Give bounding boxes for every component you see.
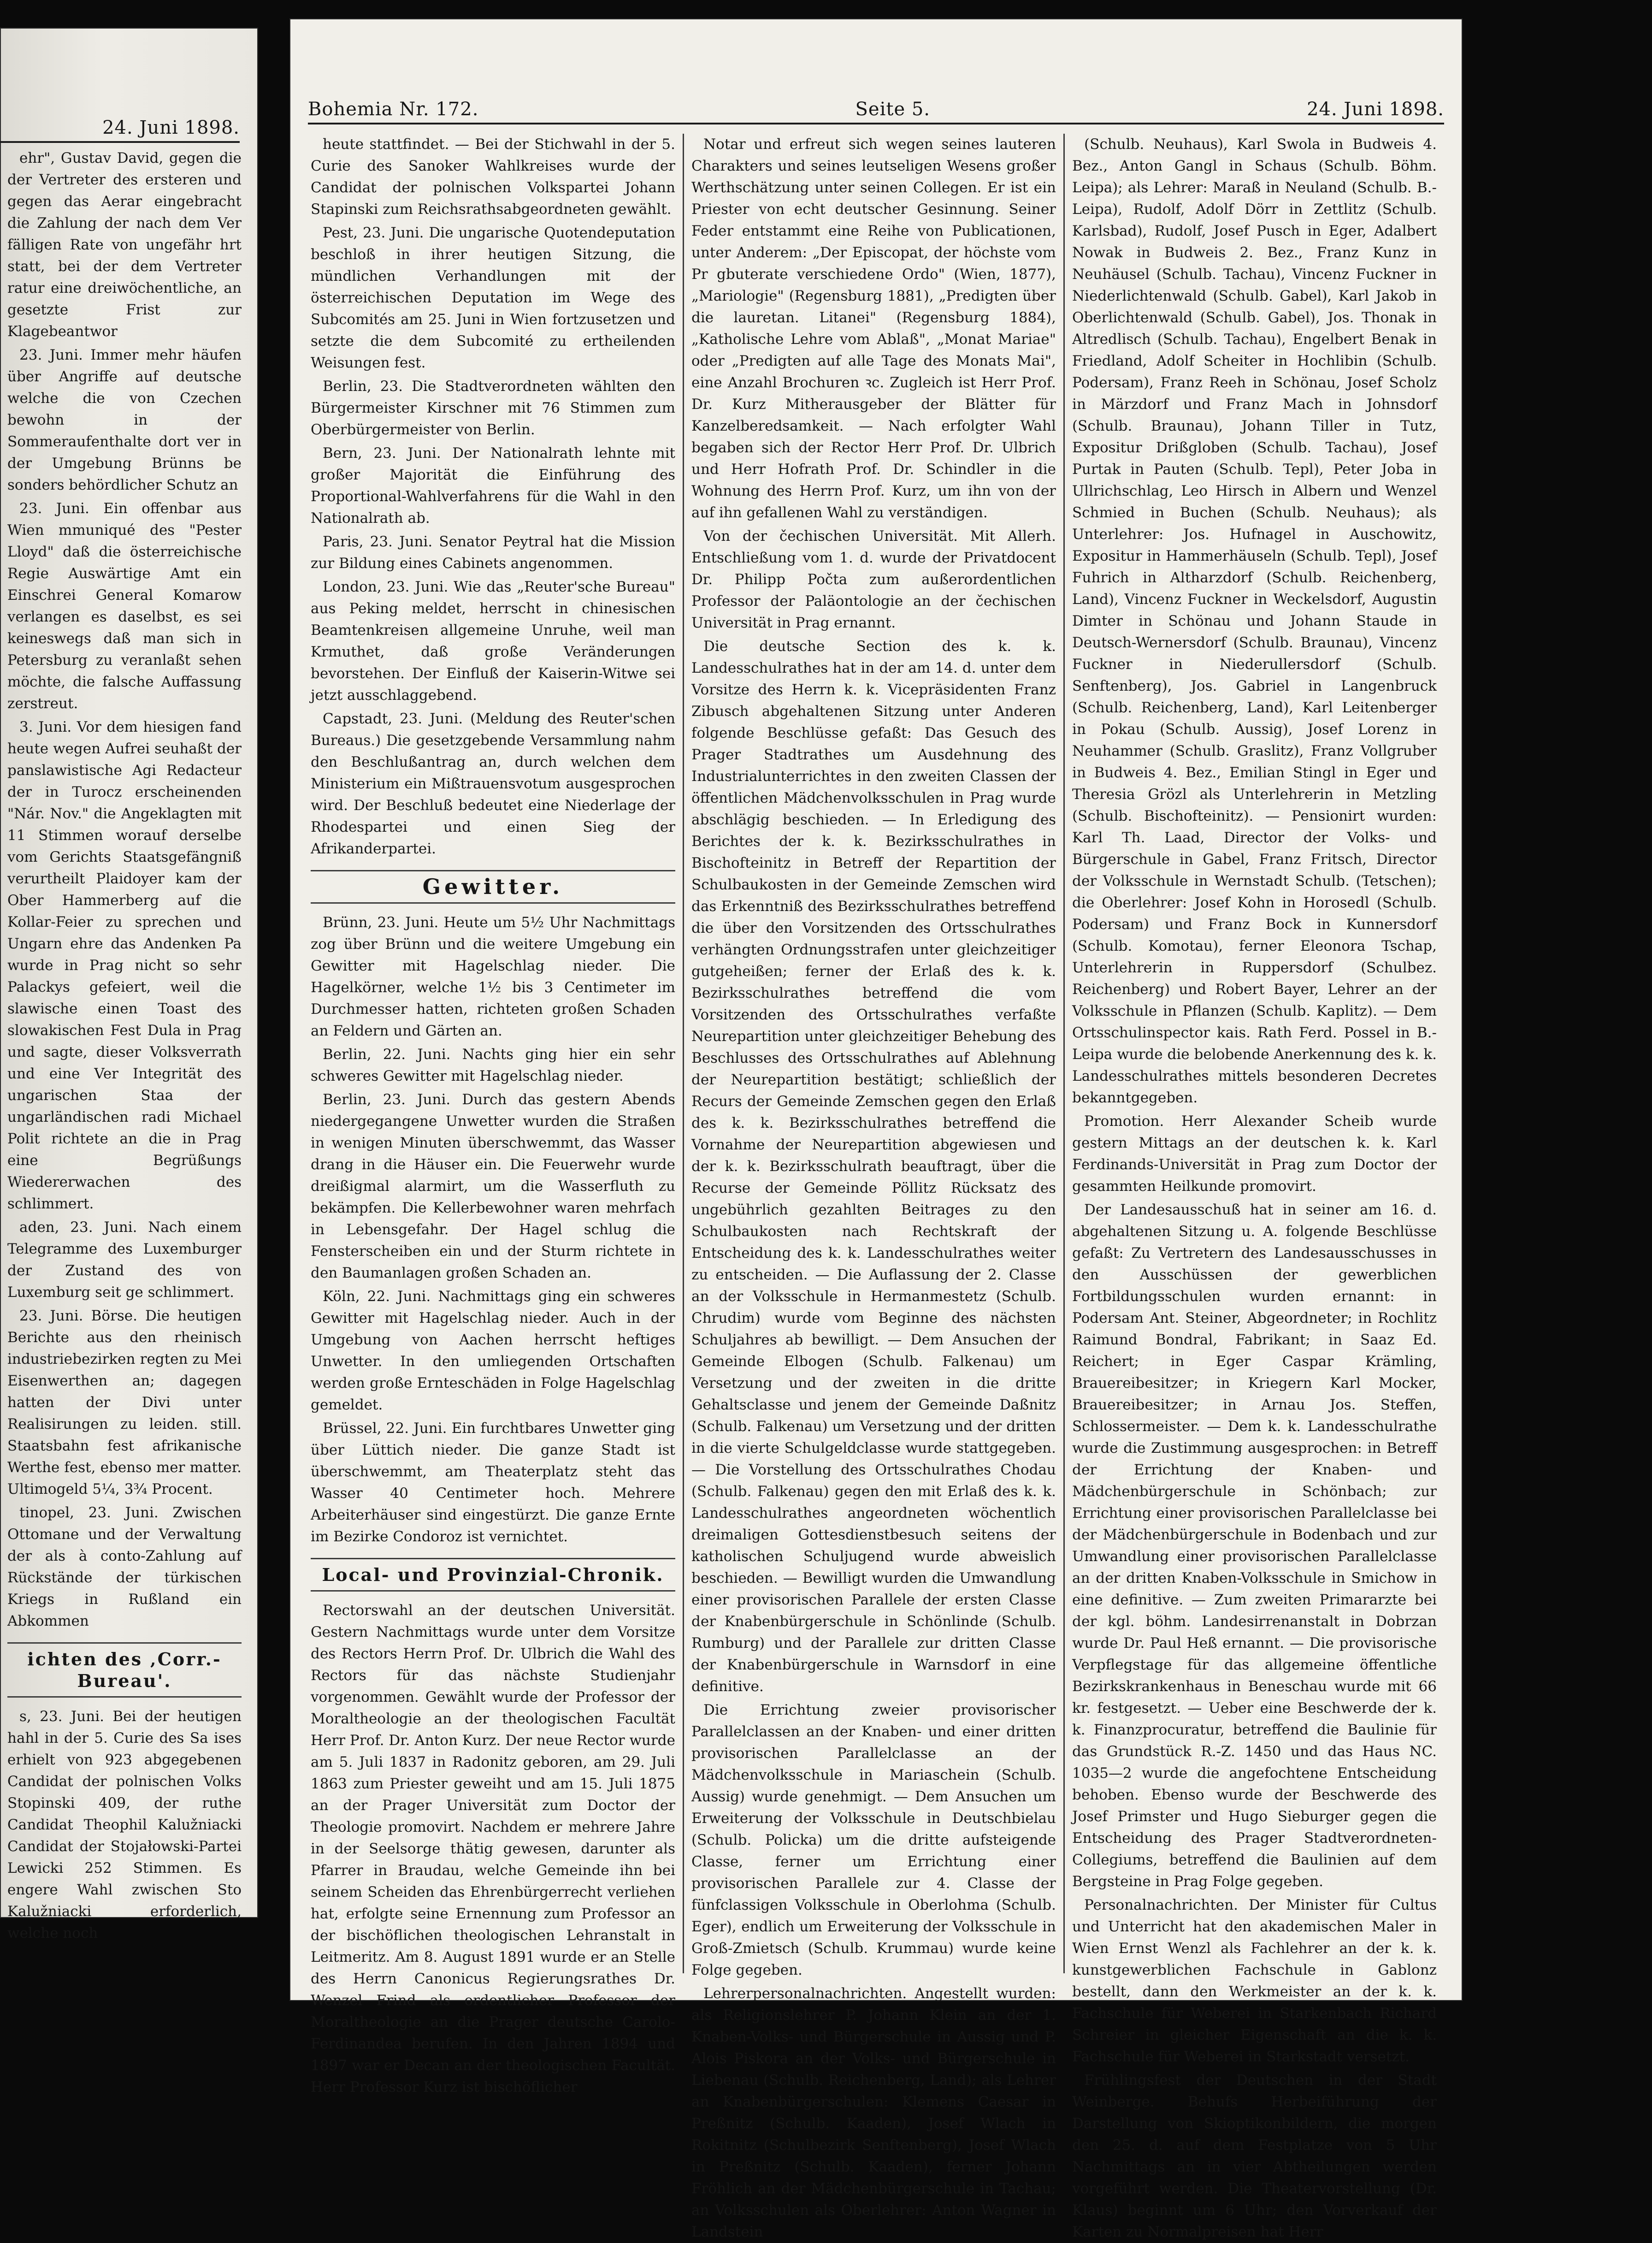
news-item: Der Landesausschuß hat in seiner am 16. d. abgehaltenen Sitzung u. A. folgende Beschlüsse gefaßt: Zu Vertretern des Landesausschusses in den Ausschüssen der gewerblichen Fortbildungsschulen wurden ernannt: in Podersam Ant. Steiner, Abgeordneter; in Rochlitz Raimund Bondral, Fabrikant; in Saaz Ed. Reichert; in Eger Caspar Krämling, Brauereibesitzer; in Kriegern Karl Mocker, Brauereibesitzer; in Arnau Jos. Steffen, Schlossermeister. — Dem k. k. Landesschulrathe wurde die Zustimmung ausgesprochen: in Betreff der Errichtung der Knaben- und Mädchenbürgerschule in Schönbach; zur Errichtung einer provisorischen Parallelclasse bei der Mädchenbürgerschule in Bodenbach und zur Umwandlung einer provisorischen Parallelclasse an der dritten Knaben-Volksschule in Smichow in eine definitive. — Zum zweiten Primararzte bei der kgl. böhm. Landesirrenanstalt in Dobrzan wurde Dr. Paul Heß ernannt. — Die provisorische Verpflegstage für das allgemeine öffentliche Bezirkskrankenhaus in Beneschau wurde mit 66 kr. festgesetzt. — Ueber eine Beschwerde der k. k. Finanzprocuratur, betreffend die Baulinie für das Grundstück R.-Z. 1450 und das Haus NC. 1035—2 wurde die angefochtene Entscheidung behoben. Ebenso wurde der Beschwerde des Josef Primster und Hugo Sieburger gegen die Entscheidung des Prager Stadtverordneten-Collegiums, betreffend die Baulinien auf dem Bergsteine in Prag Folge gegeben. <box>1072 1201 1437 1890</box>
news-item: Paris, 23. Juni. Senator Peytral hat die Mission zur Bildung eines Cabinets angenommen. <box>311 533 675 572</box>
page-number: Seite 5. <box>855 99 930 120</box>
left-paragraph: 23. Juni. Ein offenbar aus Wien mmuniqué des "Pester Lloyd" daß die österreichische Regie Auswärtige Amt ein Einschrei General Komarow verlangen es daselbst, es sei keineswegs daß man sich in Petersburg zu veranlaßt sehen möchte, die falsche Auffassung zerstreut. <box>7 500 242 712</box>
left-page-columns <box>0 148 249 1941</box>
left-paragraph: tinopel, 23. Juni. Zwischen Ottomane und der Verwaltung der als à conto-Zahlung auf Rückstände der türkischen Kriegs in Rußland ein Abkommen <box>7 1504 242 1629</box>
news-item: London, 23. Juni. Wie das „Reuter'sche Bureau" aus Peking meldet, herrscht in chinesischen Beamtenkreisen allgemeine Unruhe, weil man Krmuthet, daß große Veränderungen bevorstehen. Der Einfluß der Kaiserin-Witwe sei jetzt ausschlaggebend. <box>311 579 675 704</box>
header-date: 24. Juni 1898. <box>1307 99 1444 120</box>
left-page <box>0 28 258 1941</box>
left-section-title: ichten des ‚Corr.-Bureau'. <box>7 1642 242 1698</box>
column-2 <box>684 134 1065 2240</box>
article-columns <box>303 134 1444 2240</box>
news-item: Notar und erfreut sich wegen seines lauteren Charakters und seines leutseligen Wesens großer Werthschätzung unter seinen Collegen. Er ist ein Priester von echt deutscher Gesinnung. Seiner Feder entstammt eine Reihe von Publicationen, unter Anderem: „Der Episcopat, der höchste vom Pr gbuterate verschiedene Ordo" (Wien, 1877), „Mariologie" (Regensburg 1881), „Predigten über die lauretan. Litanei" (Regensburg 1884), „Katholische Lehre vom Ablaß", „Monat Mariae" oder „Predigten auf alle Tage des Monats Mai", eine Anzahl Brochuren ꝛc. Zugleich ist Herr Prof. Dr. Kurz Mitherausgeber der Blätter für Kanzelberedsamkeit. — Nach erfolgter Wahl begaben sich der Rector Herr Prof. Dr. Ulbrich und Herr Hofrath Prof. Dr. Schindler in die Wohnung des Herrn Prof. Kurz, um ihn von der auf ihn gefallenen Wahl zu verständigen. <box>691 136 1056 521</box>
background-edge <box>1463 0 1652 2080</box>
news-item: Rectorswahl an der deutschen Universität. Gestern Nachmittags wurde unter dem Vorsitze des Rectors Herrn Prof. Dr. Ulbrich die Wahl des Rectors für das nächste Studienjahr vorgenommen. Gewählt wurde der Professor der Moraltheologie an der theologischen Facultät Herr Prof. Dr. Anton Kurz. Der neue Rector wurde am 5. Juli 1837 in Radonitz geboren, am 29. Juli 1863 zum Priester geweiht und am 15. Juli 1875 an der Prager Universität zum Doctor der Theologie promovirt. Nachdem er mehrere Jahre in der Seelsorge thätig gewesen, darunter als Pfarrer in Braudau, welche Gemeinde ihn bei seinem Scheiden das Ehrenbürgerrecht verliehen hat, erfolgte seine Ernennung zum Professor an der bischöflichen theologischen Lehranstalt in Leitmeritz. Am 8. August 1891 wurde er an Stelle des Herrn Canonicus Regierungsrathes Dr. Wenzel Frind als ordentlicher Professor der Moraltheologie an die Prager deutsche Carolo-Ferdinandea berufen. In den Jahren 1894 und 1897 war er Decan an der theologischen Facultät. Herr Professor Kurz ist bischöflicher <box>311 1602 675 2095</box>
left-page-header <box>0 106 240 143</box>
news-item: Bern, 23. Juni. Der Nationalrath lehnte mit großer Majorität die Einführung des Proportional-Wahlverfahrens für die Wahl in den Nationalrath ab. <box>311 445 675 527</box>
news-item: (Schulb. Neuhaus), Karl Swola in Budweis 4. Bez., Anton Gangl in Schaus (Schulb. Böhm. Leipa); als Lehrer: Maraß in Neuland (Schulb. B.-Leipa), Rudolf, Adolf Dörr in Zettlitz (Schulb. Karlsbad), Rudolf, Josef Pusch in Eger, Adalbert Nowak in Budweis 2. Bez., Franz Kunz in Neuhäusel (Schulb. Tachau), Vincenz Fuckner in Niederlichtenwald (Schulb. Gabel), Karl Jakob in Oberlichtenwald (Schulb. Gabel), Jos. Thonak in Altredlisch (Schulb. Tachau), Engelbert Benak in Friedland, Adolf Scheiter in Hochlibin (Schulb. Podersam), Franz Reeh in Schönau, Josef Scholz in Märzdorf und Franz Mach in Johnsdorf (Schulb. Braunau), Johann Tiller in Tutz, Expositur Drißgloben (Schulb. Tachau), Josef Purtak in Pauten (Schulb. Tepl), Peter Joba in Ullrichschlag, Leo Hirsch in Albern und Wenzel Schmied in Buchen (Schulb. Neuhaus); als Unterlehrer: Jos. Hufnagel in Auschowitz, Expositur in Hammerhäuseln (Schulb. Tepl), Josef Fuhrich in Altharzdorf (Schulb. Reichenberg, Land), Vincenz Fuckner in Weckelsdorf, Augustin Dimter in Schönau und Johann Staude in Deutsch-Wernersdorf (Schulb. Braunau), Vincenz Fuckner in Niederullersdorf (Schulb. Senftenberg), Jos. Gabriel in Langenbruck (Schulb. Reichenberg, Land), Karl Leitenberger in Pokau (Schulb. Aussig), Josef Lorenz in Neuhammer (Schulb. Graslitz), Franz Vollgruber in Budweis 4. Bez., Emilian Stingl in Eger und Theresia Grözl als Unterlehrerin in Metzling (Schulb. Bischofteinitz). — Pensionirt wurden: Karl Th. Laad, Director der Volks- und Bürgerschule in Gabel, Franz Fritsch, Director der Volksschule in Wernstadt Schulb. (Tetschen); die Oberlehrer: Josef Kohn in Horosedl (Schulb. Podersam) und Franz Bock in Kunnersdorf (Schulb. Komotau), ferner Eleonora Tschap, Unterlehrerin in Ruppersdorf (Schulbez. Reichenberg) und Robert Bayer, Lehrer an der Volksschule in Pflanzen (Schulb. Kaplitz). — Dem Ortsschulinspector kais. Rath Ferd. Possel in B.-Leipa wurde die belobende Anerkennung des k. k. Landesschulrathes mittels besonderen Decretes bekanntgegeben. <box>1072 136 1437 1106</box>
page-header <box>308 88 1444 124</box>
left-paragraph: s, 23. Juni. Bei der heutigen hahl in der 5. Curie des Sa ises erhielt von 923 abgegebenen Candidat der polnischen Volks Stopinski 409, der ruthe Candidat Theophil Kalužniacki Candidat der Stojałowski-Partei Lewicki 252 Stimmen. Es engere Wahl zwischen Sto Kalužniacki erforderlich, welche noch <box>7 1708 242 1941</box>
news-item: Berlin, 22. Juni. Nachts ging hier ein sehr schweres Gewitter mit Hagelschlag nieder. <box>311 1046 675 1084</box>
news-item: Pest, 23. Juni. Die ungarische Quotendeputation beschloß in ihrer heutigen Sitzung, die mündlichen Verhandlungen mit der österreichischen Deputation im Wege des Subcomités am 25. Juni in Wien fortzusetzen und setzte die dem Subcomité zu ertheilenden Weisungen fest. <box>311 225 675 371</box>
news-item: Frühlingsfest der Deutschen in der Stadt Weinberge. Behufs Herbeiführung der Darstellung von Skioptikonbildern, die morgen den 25. d. auf dem Festplatze von 5 Uhr Nachmittags an in vier Abtheilungen werden vorgeführt werden. Die Theatervorstellung (Dr. Klaus) beginnt um 6 Uhr; den Vorverkauf der Karten zu Normalpreisen hat Herr <box>1072 2072 1437 2240</box>
masthead-issue: Bohemia Nr. 172. <box>308 99 479 120</box>
left-paragraph: ehr", Gustav David, gegen die der Vertreter des ersteren und gegen das Aerar eingebracht die Zahlung der nach dem Ver fälligen Rate von ungefähr hrt statt, bei der dem Vertreter ratur eine dreiwöchentliche, an gesetzte Frist zur Klagebeantwor <box>7 150 242 340</box>
news-item: Capstadt, 23. Juni. (Meldung des Reuter'schen Bureaus.) Die gesetzgebende Versammlung nahm den Beschlußantrag an, durch welchen dem Ministerium ein Mißtrauensvotum ausgesprochen wird. Der Beschluß bedeutet eine Niederlage der Rhodespartei und einen Sieg der Afrikanderpartei. <box>311 710 675 857</box>
column-3 <box>1065 134 1444 2240</box>
page-gutter <box>258 0 289 2080</box>
news-item: heute stattfindet. — Bei der Stichwahl in der 5. Curie des Sanoker Wahlkreises wurde der Candidat der polnischen Volkspartei Johann Stapinski zum Reichsrathsabgeordneten gewählt. <box>311 136 675 218</box>
news-item: Von der čechischen Universität. Mit Allerh. Entschließung vom 1. d. wurde der Privatdocent Dr. Philipp Počta zum außerordentlichen Professor der Paläontologie an der čechischen Universität in Prag ernannt. <box>691 528 1056 631</box>
news-item: Promotion. Herr Alexander Scheib wurde gestern Mittags an der deutschen k. k. Karl Ferdinands-Universität in Prag zum Doctor der gesammten Heilkunde promovirt. <box>1072 1113 1437 1195</box>
section-title-local-chronicle: Local- und Provinzial-Chronik. <box>311 1558 675 1592</box>
news-item: Personalnachrichten. Der Minister für Cultus und Unterricht hat den akademischen Maler in Wien Ernst Wenzl als Fachlehrer an der k. k. kunstgewerblichen Fachschule in Gablonz bestellt, dann den Werkmeister an der k. k. Fachschule für Weberei in Starkenbach Richard Schreier in gleicher Eigenschaft an die k. k. Fachschule für Weberei in Starkstadt versetzt. <box>1072 1897 1437 2065</box>
news-item: Berlin, 23. Die Stadtverordneten wählten den Bürgermeister Kirschner mit 76 Stimmen zum Oberbürgermeister von Berlin. <box>311 378 675 438</box>
column-1 <box>303 134 684 2095</box>
left-header-date: 24. Juni 1898. <box>102 117 240 138</box>
news-item: Berlin, 23. Juni. Durch das gestern Abends niedergegangene Unwetter wurden die Straßen in wenigen Minuten überschwemmt, das Wasser drang in die Häuser ein. Die Feuerwehr wurde dreißigmal alarmirt, um die Wasserfluth zu bekämpfen. Die Kellerbewohner waren mehrfach in Lebensgefahr. Der Hagel schlug die Fensterscheiben ein und der Sturm richtete in den Baumanlagen großen Schaden an. <box>311 1091 675 1281</box>
left-page-column <box>0 148 249 1941</box>
news-item: Köln, 22. Juni. Nachmittags ging ein schweres Gewitter mit Hagelschlag nieder. Auch in der Umgebung von Aachen herrscht heftiges Unwetter. In den umliegenden Ortschaften werden große Ernteschäden in Folge Hagelschlag gemeldet. <box>311 1288 675 1413</box>
section-title-gewitter: Gewitter. <box>311 870 675 904</box>
left-paragraph: 23. Juni. Immer mehr häufen über Angriffe auf deutsche welche die von Czechen bewohn in der Sommeraufenthalte dort ver in der Umgebung Brünns be sonders behördlicher Schutz an <box>7 347 242 493</box>
left-paragraph: 3. Juni. Vor dem hiesigen fand heute wegen Aufrei seuhaßt der panslawistische Agi Redacteur der in Turocz erscheinenden "Nár. Nov." die Angeklagten mit 11 Stimmen worauf derselbe vom Gerichts Staatsgefängniß verurtheilt Plaidoyer kam der Ober Hammerberg auf die Kollar-Feier zu sprechen und Ungarn ehre das Andenken Pa wurde in Prag nicht so sehr Palackys gefeiert, weil die slawische einen Toast des slowakischen Fest Dula in Prag und sagte, dieser Volksverrath und eine Ver Integrität des ungarischen Staa der ungarländischen radi Michael Polit richtete an die in Prag eine Begrüßungs Wiedererwachen des schlimmert. <box>7 719 242 1212</box>
left-paragraph: aden, 23. Juni. Nach einem Telegramme des Luxemburger der Zustand des von Luxemburg seit ge schlimmert. <box>7 1219 242 1301</box>
news-item: Brüssel, 22. Juni. Ein furchtbares Unwetter ging über Lüttich nieder. Die ganze Stadt ist überschwemmt, am Theaterplatz steht das Wasser 40 Centimeter hoch. Mehrere Arbeiterhäuser sind eingestürzt. Die ganze Ernte im Bezirke Condoroz ist vernichtet. <box>311 1420 675 1545</box>
news-item: Lehrerpersonalnachrichten. Angestellt wurden: als Religionslehrer P. Johann Klein an der 1. Knaben-Volks- und Bürgerschule in Aussig und P. Alois Piskora an der Volks- und Bürgerschule in Liebenau (Schulb. Reichenberg, Land); als Lehrer an Knabenbürgerschulen: Klemens Caesar in Preßnitz (Schulb. Kaaden), Josef Wlach in Rokitnitz (Schulbezirk Senftenberg), Josef Wlach in Preßnitz (Schulb. Kaaden), ferner Johann Fröhlich an der Mädchenbürgerschule in Tachau; an Volksschulen als Oberlehrer: Anton Wagner in Landstein <box>691 1985 1056 2240</box>
news-item: Die Errichtung zweier provisorischer Parallelclassen an der Knaben- und einer dritten provisorischen Parallelclasse an der Mädchenvolksschule in Mariaschein (Schulb. Aussig) wurde genehmigt. — Dem Ansuchen um Erweiterung der Volksschule in Deutschbielau (Schulb. Policka) um die dritte aufsteigende Classe, ferner um Errichtung einer provisorischen Parallele zur 4. Classe der fünfclassigen Volksschule in Oberlohma (Schulb. Eger), endlich um Erweiterung der Volksschule in Groß-Zmietsch (Schulb. Krummau) wurde keine Folge gegeben. <box>691 1702 1056 1978</box>
news-item: Die deutsche Section des k. k. Landesschulrathes hat in der am 14. d. unter dem Vorsitze des Herrn k. k. Vicepräsidenten Franz Zibusch abgehaltenen Sitzung unter Anderen folgende Beschlüsse gefaßt: Das Gesuch des Prager Stadtrathes um Ausdehnung des Industrialunterrichtes in den zweiten Classen der öffentlichen Mädchenvolksschulen in Prag wurde abschlägig beschieden. — In Erledigung des Berichtes der k. k. Bezirksschulrathes in Bischofteinitz in Betreff der Repartition der Schulbaukosten in der Gemeinde Zemschen wird das Erkenntniß des Bezirksschulrathes betreffend die über den Vorsitzenden des Ortsschulrathes verhängten Ordnungsstrafen unter gleichzeitiger gutgeheißen; ferner der Erlaß des k. k. Bezirksschulrathes betreffend die vom Vorsitzenden des Ortsschulrathes verfaßte Neurepartition unter gleichzeitiger Behebung des Beschlusses des Ortsschulrathes auf Ablehnung der Neurepartition bestätigt; schließlich der Recurs der Gemeinde Zemschen gegen den Erlaß des k. k. Bezirksschulrathes betreffend die Vornahme der Neurepartition abgewiesen und der k. k. Bezirksschulrath beauftragt, über die Recurse der Gemeinde Pöllitz Rücksatz des ungebührlich gezahlten Beitrages zu den Schulbaukosten nach Rechtskraft der Entscheidung des k. k. Landesschulrathes weiter zu entscheiden. — Die Auflassung der 2. Classe an der Volksschule in Hermanmestetz (Schulb. Chrudim) wurde vom Beginne des nächsten Schuljahres ab bewilligt. — Dem Ansuchen der Gemeinde Elbogen (Schulb. Falkenau) um Versetzung und der zweiten in die dritte Gehaltsclasse und jenem der Gemeinde Daßnitz (Schulb. Falkenau) um Versetzung und der dritten in die vierte Schulgeldclasse wurde stattgegeben. — Die Vorstellung des Ortsschulrathes Chodau (Schulb. Falkenau) gegen den mit Erlaß des k. k. Landesschulrathes angeordneten wöchentlich dreimaligen Gottesdienstbesuch seitens der katholischen Schuljugend wurde abweislich beschieden. — Bewilligt wurden die Umwandlung einer provisorischen Parallele der ersten Classe der Knabenbürgerschule in Schönlinde (Schulb. Rumburg) und der Parallele zur dritten Classe der Knabenbürgerschule in Warnsdorf in eine definitive. <box>691 638 1056 1695</box>
right-page <box>289 18 1463 2240</box>
news-item: Brünn, 23. Juni. Heute um 5½ Uhr Nachmittags zog über Brünn und die weitere Umgebung ein Gewitter mit Hagelschlag nieder. Die Hagelkörner, welche 1½ bis 3 Centimeter im Durchmesser hatten, richteten großen Schaden an Feldern und Gärten an. <box>311 914 675 1039</box>
left-paragraph: 23. Juni. Börse. Die heutigen Berichte aus den rheinisch industriebezirken regten zu Mei Eisenwerthen an; dagegen hatten der Divi unter Realisirungen zu leiden. still. Staatsbahn fest afrikanische Werthe fest, ebenso mer matter. Ultimogeld 5¼, 3¾ Procent. <box>7 1308 242 1497</box>
